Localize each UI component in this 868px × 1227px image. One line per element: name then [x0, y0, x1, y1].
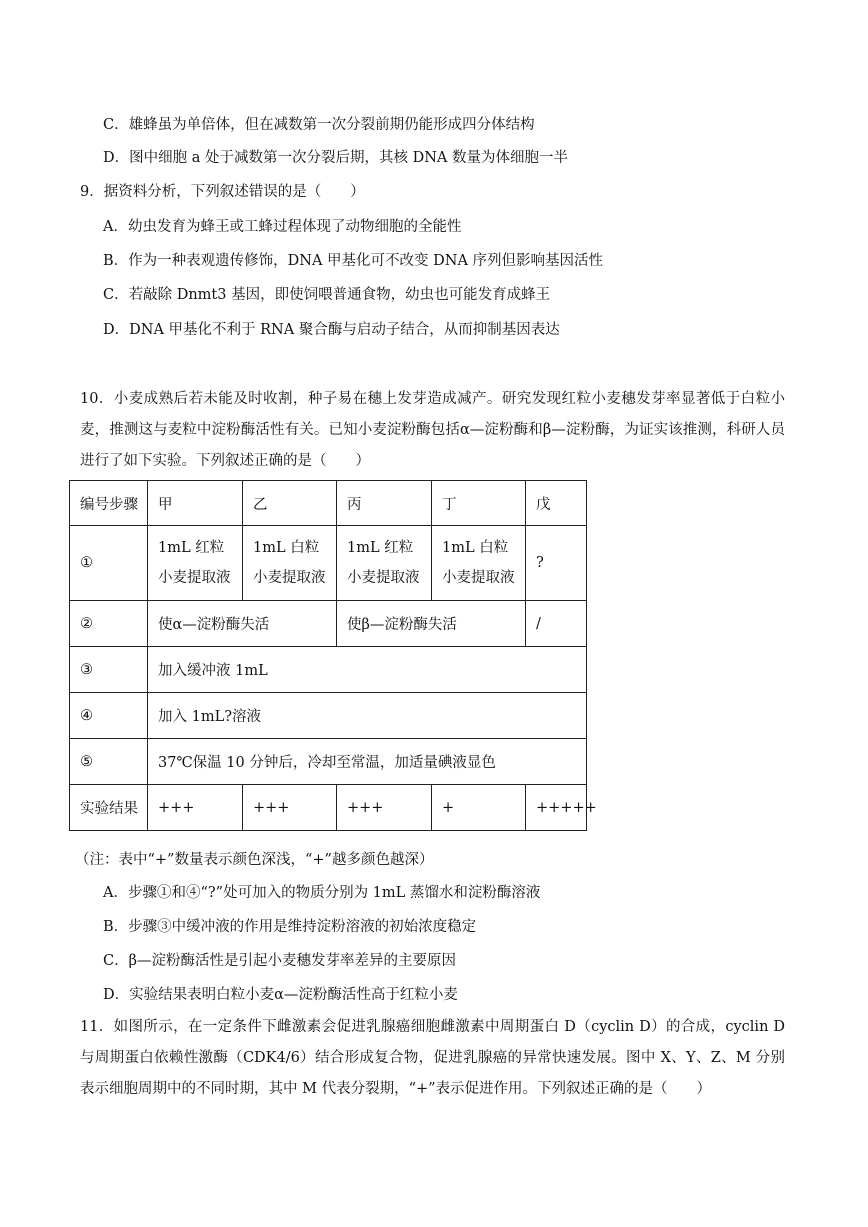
header-cell: 甲 [148, 481, 243, 526]
table-cell: 1mL 红粒 小麦提取液 [337, 526, 432, 601]
header-cell: 戊 [526, 481, 587, 526]
table-cell: 加入缓冲液 1mL [148, 647, 587, 693]
table-note: （注：表中“+”数量表示颜色深浅，“+”越多颜色越深） [75, 852, 434, 868]
table-cell: 加入 1mL?溶液 [148, 693, 587, 739]
q10-option-b: B．步骤③中缓冲液的作用是维持淀粉溶液的初始浓度稳定 [103, 919, 477, 935]
q10-stem: 10．小麦成熟后若未能及时收割，种子易在穗上发芽造成减产。研究发现红粒小麦穗发芽率显著低于白粒小麦，推测这与麦粒中淀粉酶活性有关。已知小麦淀粉酶包括α—淀粉酶和β—淀粉酶，为证实该推测，科研人员进行了如下实验。下列叙述正确的是（ ） [80, 391, 785, 469]
row-label: ① [70, 526, 148, 601]
header-cell: 丙 [337, 481, 432, 526]
row-label: ④ [70, 693, 148, 739]
table-row [70, 526, 587, 601]
table-row [70, 739, 587, 785]
table-cell: 37℃保温 10 分钟后，冷却至常温，加适量碘液显色 [148, 739, 587, 785]
table-cell: 1mL 白粒 小麦提取液 [243, 526, 337, 601]
table-cell: ? [526, 526, 587, 601]
table-cell: / [526, 601, 587, 647]
row-label: ② [70, 601, 148, 647]
q11-stem: 11．如图所示，在一定条件下雌激素会促进乳腺癌细胞雌激素中周期蛋白 D（cyclin D）的合成，cyclin D 与周期蛋白依赖性激酶（CDK4/6）结合形成复合物，促进乳腺癌的异常快速发展。图中 X、Y、Z、M 分别表示细胞周期中的不同时期，其中 M 代表分裂期，“+”表示促进作用。下列叙述正确的是（ ） [80, 1019, 785, 1097]
table-cell: 使β—淀粉酶失活 [337, 601, 526, 647]
q8-option-c: C．雄蜂虽为单倍体，但在减数第一次分裂前期仍能形成四分体结构 [103, 117, 535, 133]
table-result-row [70, 785, 587, 831]
result-cell: +++ [148, 785, 243, 831]
row-label: 实验结果 [70, 785, 148, 831]
table-cell: 1mL 白粒 小麦提取液 [432, 526, 526, 601]
q9-option-d: D．DNA 甲基化不利于 RNA 聚合酶与启动子结合，从而抑制基因表达 [103, 322, 560, 338]
row-label: ③ [70, 647, 148, 693]
q10-option-d: D．实验结果表明白粒小麦α—淀粉酶活性高于红粒小麦 [103, 987, 458, 1003]
header-cell: 乙 [243, 481, 337, 526]
header-cell: 编号步骤 [70, 481, 148, 526]
q9-stem: 9．据资料分析，下列叙述错误的是（ ） [80, 184, 365, 200]
q10-option-a: A．步骤①和④“?”处可加入的物质分别为 1mL 蒸馏水和淀粉酶溶液 [103, 885, 541, 901]
table-cell: 使α—淀粉酶失活 [148, 601, 337, 647]
q8-option-d: D．图中细胞 a 处于减数第一次分裂后期，其核 DNA 数量为体细胞一半 [103, 150, 568, 166]
table-row [70, 601, 587, 647]
table-row [70, 693, 587, 739]
q9-option-b: B．作为一种表观遗传修饰，DNA 甲基化可不改变 DNA 序列但影响基因活性 [103, 253, 604, 269]
result-cell: +++++ [526, 785, 587, 831]
experiment-table [69, 480, 597, 831]
table-header-row [70, 481, 587, 526]
result-cell: + [432, 785, 526, 831]
table-cell: 1mL 红粒 小麦提取液 [148, 526, 243, 601]
row-label: ⑤ [70, 739, 148, 785]
q9-option-a: A．幼虫发育为蜂王或工蜂过程体现了动物细胞的全能性 [103, 219, 462, 235]
header-cell: 丁 [432, 481, 526, 526]
q10-option-c: C．β—淀粉酶活性是引起小麦穗发芽率差异的主要原因 [103, 953, 456, 969]
result-cell: +++ [337, 785, 432, 831]
table-row [70, 647, 587, 693]
result-cell: +++ [243, 785, 337, 831]
q9-option-c: C．若敲除 Dnmt3 基因，即使饲喂普通食物，幼虫也可能发育成蜂王 [103, 287, 551, 303]
